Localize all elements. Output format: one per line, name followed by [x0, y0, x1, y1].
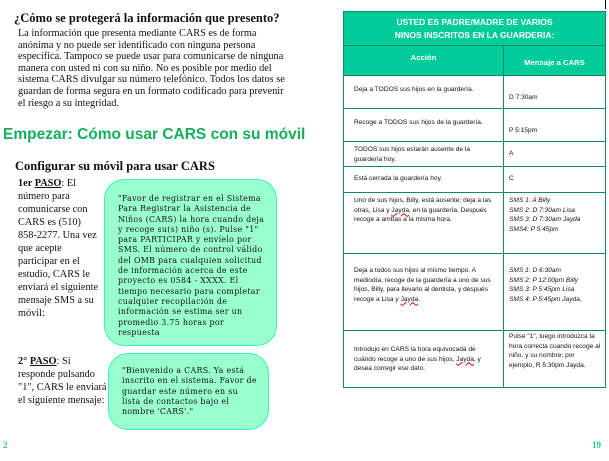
action-cell: Recoge a TODOS sus hijos de la guardería. [344, 109, 504, 142]
sms-line: SMS 4: P 5:45pm Jayda. [509, 295, 582, 303]
section-title-privacy: ¿Cómo se protegerá la información que presento? [14, 11, 280, 25]
sms-line: SMS 2: P 12:00pm Billy [509, 276, 579, 284]
message-cell: D 7:30am [504, 76, 606, 109]
step-2-number: 2° [18, 356, 30, 367]
table-title-line-1: USTED ES PADRE/MADRE DE VARIOS [396, 17, 553, 27]
action-cell: Deja a TODOS sus hijos en la guardería. [344, 76, 504, 109]
sms-line: SMS 3: P 5:45pm Lisa [509, 286, 575, 293]
action-cell: Introdujo en CARS la hora equivocada de cuándo recoge a uno de sus hijos, Jayda, y desea corregir ese dato. [344, 331, 504, 388]
column-header-message: Mensaje a CARS [504, 46, 606, 76]
privacy-paragraph: La información que presenta mediante CARS es de forma anónima y no puede ser identificado con ninguna persona específica. Tampoco se puede usar para comunicarse de ninguna manera con usted ni con su niño. No es posible por medio del sistema CARS divulgar su número telefónico. Todos los datos se guardan de forma segura en un formato codificado para prevenir el riesgo a su integridad. [18, 28, 285, 109]
table-row [344, 142, 606, 167]
message-cell [504, 254, 606, 331]
action-cell: Deja a todos sus hijos al mismo tiempo. A mediodía, recoge de la guardería a uno de sus hijos, Billy, para llevarlo al dentista, y después recoge a Lisa y Jayda. [344, 254, 504, 331]
step-1-body: : El número para comunicarse con CARS es (510) 858-2277. Una vez que acepte participar en el estudio, CARS le enviará el siguiente mensaje SMS a su móvil: [18, 178, 99, 319]
step-1-number: 1er [18, 178, 35, 189]
message-cell: C [504, 167, 606, 193]
action-cell: Está cerrada la guardería hoy. [344, 167, 504, 193]
sms-line: SMS 2: D 7:30am Lisa [509, 206, 575, 214]
step-1-label: PASO [34, 178, 62, 189]
page-number-right: 19 [592, 440, 601, 450]
message-cell: Pulse "1", luego introduzca la hora correcta cuando recoge al niño, y su nombre; por ejemplo, R 5:30pm Jayda. [504, 331, 606, 388]
table-row [344, 109, 606, 142]
configure-heading: Configurar su móvil para usar CARS [15, 159, 215, 173]
step-1-text [18, 177, 100, 320]
sms-bubble-welcome: "Bienvenido a CARS. Ya está inscrito en el sistema. Favor de guardar este número en su lista de contactos bajo el nombre 'CARS'." [108, 353, 269, 430]
sms-line: SMS 1: A Billy [509, 197, 551, 204]
sms-line: SMS 1: D 6:30am [509, 267, 562, 274]
table-row [344, 76, 606, 109]
page-number-left: 2 [3, 440, 8, 450]
table-row [344, 193, 606, 254]
table-row [344, 254, 606, 331]
step-2-label: PASO [29, 356, 57, 367]
message-cell: A [504, 142, 606, 167]
page-edge-marker [605, 0, 606, 9]
step-2-body: : Si responde pulsando "1", CARS le enviará el siguiente mensaje: [18, 356, 107, 406]
sms-bubble-invitation: "Favor de registrar en el Sistema Para Registrar la Asistencia de Niños (CARS) la hora cuando deja y recoge su(s) niño (s). Pulse "1" para PARTICIPAR y envíelo por SMS. El número de control válido del OMB para cualquien solicitud de información acerca de este proyecto es 0584 - XXXX. El tiempo necesario para completar cualquier recopilación de información se estima ser un promedio 3.75 horas por respuesta [104, 179, 277, 346]
message-cell [504, 193, 606, 254]
table-row [344, 331, 606, 388]
table-title-line-2: NINOS INSCRITOS EN LA GUARDERIA: [394, 30, 555, 40]
step-2-text [18, 355, 108, 407]
column-header-action: Acción [344, 46, 504, 76]
sms-line: SMS4: P 5:45pm [509, 225, 559, 233]
sms-line: SMS 3: D 7:30am Jayda [509, 216, 581, 223]
table-title [344, 12, 606, 46]
message-cell: P 5:15pm [504, 109, 606, 142]
sms-commands-table [343, 11, 606, 388]
table-row [344, 167, 606, 193]
action-cell: TODOS sus hijos estarán ausente de la guardería hoy. [344, 142, 504, 167]
action-cell: Uno de sus hijos, Billy, está ausente; deja a las otras, Lisa y Jayda, en la guardería. Después recoge a ambas a la misma hora. [344, 193, 504, 254]
start-heading: Empezar: Cómo usar CARS con su móvil [3, 126, 306, 143]
